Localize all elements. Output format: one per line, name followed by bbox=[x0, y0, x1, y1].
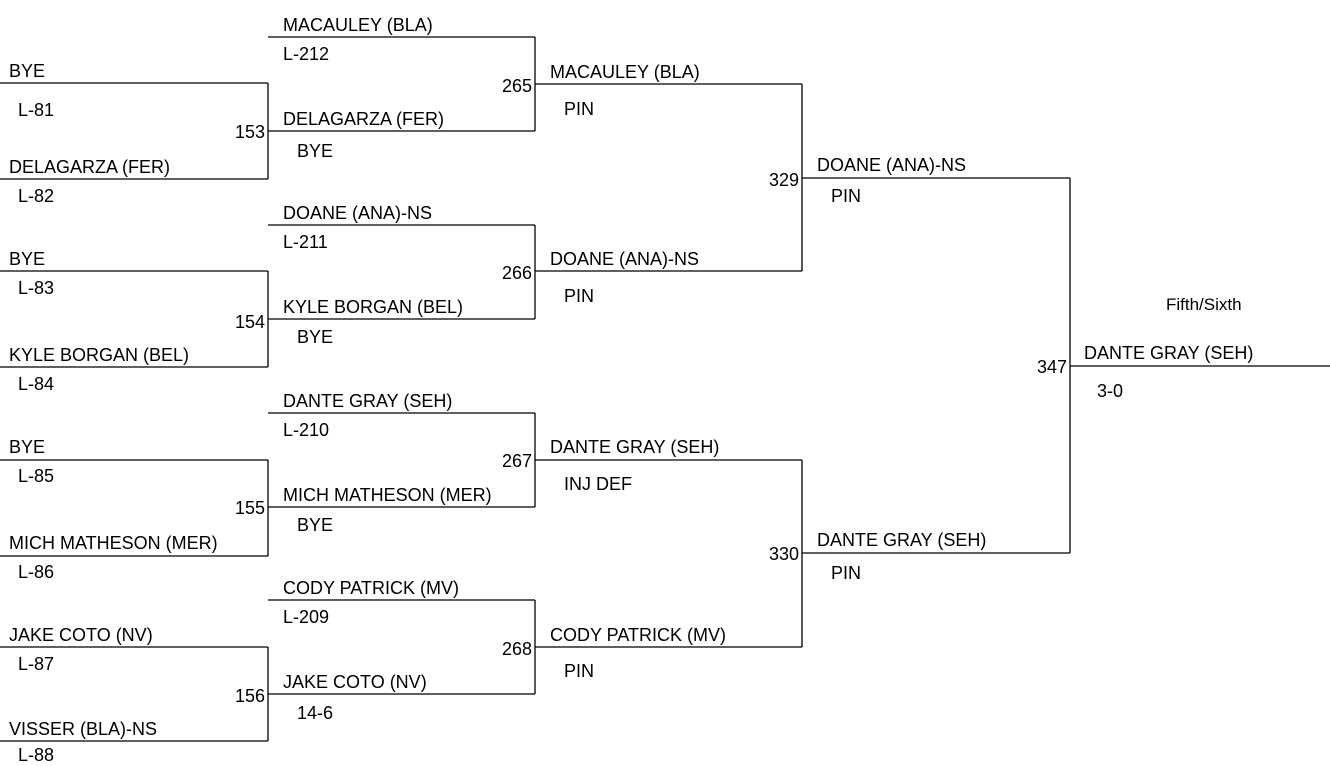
round4-bout: 347 bbox=[1036, 357, 1067, 377]
round1-match3-top-name: BYE bbox=[9, 437, 46, 457]
round2-match2-bout: 266 bbox=[501, 263, 532, 283]
round2-match1-bottom-name: DELAGARZA (FER) bbox=[283, 109, 445, 129]
round1-match1-bottom-name: DELAGARZA (FER) bbox=[9, 157, 171, 177]
final-score: 3-0 bbox=[1097, 381, 1124, 401]
round2-match4-top-name: CODY PATRICK (MV) bbox=[283, 578, 460, 598]
round2-match1-top-name: MACAULEY (BLA) bbox=[283, 15, 433, 35]
round3-match2-bottom-note: PIN bbox=[564, 661, 595, 681]
round2-match4-bout: 268 bbox=[501, 639, 532, 659]
round3-match1-bout: 329 bbox=[768, 170, 799, 190]
round3-match2-bout: 330 bbox=[768, 544, 799, 564]
round1-match3-bottom-note: L-86 bbox=[18, 562, 55, 582]
placement-title: Fifth/Sixth bbox=[1166, 295, 1242, 314]
round2-match1-bout: 265 bbox=[501, 76, 532, 96]
round1-match4-bout: 156 bbox=[234, 686, 265, 706]
round3-match2-top-name: DANTE GRAY (SEH) bbox=[550, 437, 720, 457]
round1-match4-bottom-note: L-88 bbox=[18, 745, 55, 765]
round1-match3-bottom-name: MICH MATHESON (MER) bbox=[9, 533, 218, 553]
round2-match4-top-note: L-209 bbox=[283, 607, 330, 627]
round1-match4-top-name: JAKE COTO (NV) bbox=[9, 625, 153, 645]
round1-match2-bout: 154 bbox=[234, 312, 265, 332]
round2-match2-bottom-name: KYLE BORGAN (BEL) bbox=[283, 297, 464, 317]
round3-match1-bottom-note: PIN bbox=[564, 286, 595, 306]
round2-match3-bottom-name: MICH MATHESON (MER) bbox=[283, 485, 492, 505]
round4-bottom-note: PIN bbox=[831, 563, 862, 583]
round2-match4-bottom-note: 14-6 bbox=[297, 703, 334, 723]
round1-match1-bout: 153 bbox=[234, 122, 265, 142]
round1-match2-bottom-name: KYLE BORGAN (BEL) bbox=[9, 345, 190, 365]
round2-match3-top-name: DANTE GRAY (SEH) bbox=[283, 391, 453, 411]
round2-match3-bottom-note: BYE bbox=[297, 515, 334, 535]
round2-match2-bottom-note: BYE bbox=[297, 327, 334, 347]
round1-match2-bottom-note: L-84 bbox=[18, 374, 55, 394]
round2-match2-top-name: DOANE (ANA)-NS bbox=[283, 203, 433, 223]
round1-match3-top-note: L-85 bbox=[18, 466, 55, 486]
round2-match4-bottom-name: JAKE COTO (NV) bbox=[283, 672, 427, 692]
round2-match2-top-note: L-211 bbox=[283, 232, 328, 252]
round1-match1-bottom-note: L-82 bbox=[18, 186, 55, 206]
round1-match1-top-name: BYE bbox=[9, 61, 46, 81]
round3-match1-top-note: PIN bbox=[564, 99, 595, 119]
round4-bottom-name: DANTE GRAY (SEH) bbox=[817, 530, 987, 550]
round1-match4-top-note: L-87 bbox=[18, 654, 55, 674]
round4-top-note: PIN bbox=[831, 186, 862, 206]
round3-match2-bottom-name: CODY PATRICK (MV) bbox=[550, 625, 727, 645]
round4-top-name: DOANE (ANA)-NS bbox=[817, 155, 967, 175]
round1-match4-bottom-name: VISSER (BLA)-NS bbox=[9, 719, 158, 739]
round3-match1-top-name: MACAULEY (BLA) bbox=[550, 62, 700, 82]
round2-match1-top-note: L-212 bbox=[283, 44, 330, 64]
round1-match3-bout: 155 bbox=[234, 498, 265, 518]
round3-match1-bottom-name: DOANE (ANA)-NS bbox=[550, 249, 700, 269]
round3-match2-top-note: INJ DEF bbox=[564, 474, 633, 494]
final-winner-name: DANTE GRAY (SEH) bbox=[1084, 343, 1254, 363]
round1-match2-top-name: BYE bbox=[9, 249, 46, 269]
round1-match1-top-note: L-81 bbox=[18, 100, 55, 120]
round2-match1-bottom-note: BYE bbox=[297, 141, 334, 161]
round1-match2-top-note: L-83 bbox=[18, 278, 55, 298]
round2-match3-bout: 267 bbox=[501, 451, 532, 471]
round2-match3-top-note: L-210 bbox=[283, 420, 330, 440]
